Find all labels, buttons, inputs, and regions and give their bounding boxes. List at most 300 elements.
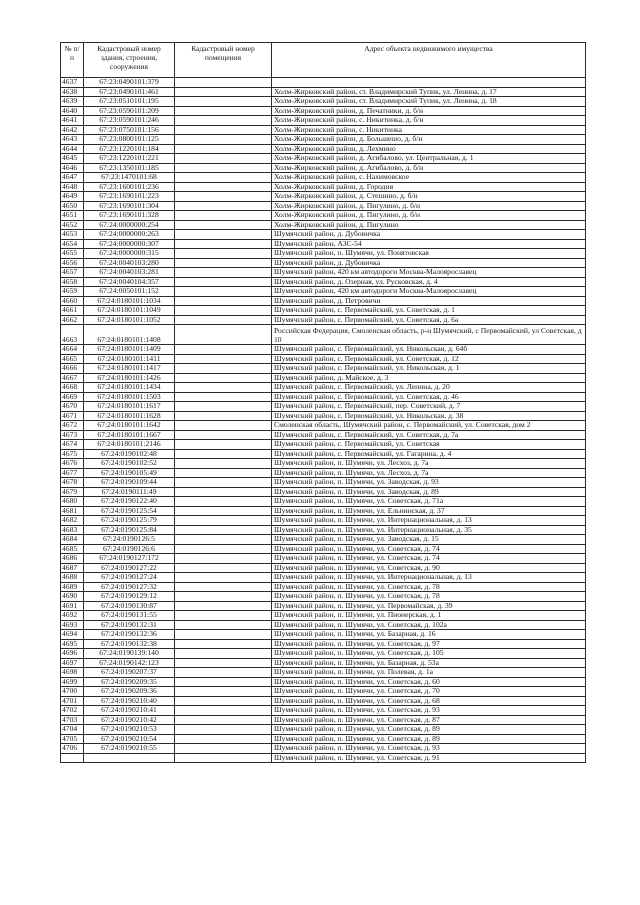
- row-number: 4704: [61, 725, 84, 735]
- row-address: Шумячский район, с. Первомайский, ул. Никольская, д. 38: [272, 411, 586, 421]
- table-row: [61, 325, 586, 345]
- table-row: [61, 535, 586, 545]
- row-number: 4701: [61, 696, 84, 706]
- row-number: 4649: [61, 192, 84, 202]
- row-cadastral-building: 67:24:0190209:36: [84, 687, 175, 697]
- row-cadastral-room: [175, 87, 272, 97]
- row-address: Шумячский район, п. Шумячи, ул. Интернациональная, д. 35: [272, 525, 586, 535]
- table-row: [61, 449, 586, 459]
- row-cadastral-room: [175, 249, 272, 259]
- row-cadastral-room: [175, 402, 272, 412]
- table-row: [61, 478, 586, 488]
- row-address: Шумячский район, АЗС-54: [272, 239, 586, 249]
- row-cadastral-room: [175, 411, 272, 421]
- row-cadastral-room: [175, 239, 272, 249]
- row-address: Шумячский район, с. Первомайский, ул. Советская: [272, 440, 586, 450]
- row-number: 4674: [61, 440, 84, 450]
- table-row: [61, 345, 586, 355]
- row-number: 4677: [61, 468, 84, 478]
- table-row: [61, 440, 586, 450]
- row-cadastral-room: [175, 220, 272, 230]
- table-row: [61, 364, 586, 374]
- row-cadastral-room: [175, 277, 272, 287]
- row-cadastral-building: 67:24:0190132:36: [84, 630, 175, 640]
- row-address: Шумячский район, п. Шумячи, ул. Советская, д. 78: [272, 582, 586, 592]
- table-row: [61, 315, 586, 325]
- row-number: 4678: [61, 478, 84, 488]
- table-row: [61, 182, 586, 192]
- row-cadastral-room: [175, 516, 272, 526]
- row-cadastral-room: [175, 459, 272, 469]
- row-number: 4646: [61, 163, 84, 173]
- row-address: Шумячский район, п. Шумячи, ул. Базарная, д. 16: [272, 630, 586, 640]
- row-number: 4651: [61, 211, 84, 221]
- row-number: 4690: [61, 592, 84, 602]
- row-cadastral-building: 67:24:0190126:5: [84, 535, 175, 545]
- row-cadastral-room: [175, 535, 272, 545]
- table-row: [61, 201, 586, 211]
- row-address: Шумячский район, п. Шумячи, ул. Лесхоз, д. 7а: [272, 468, 586, 478]
- row-number: 4662: [61, 315, 84, 325]
- table-row: [61, 296, 586, 306]
- row-cadastral-room: [175, 554, 272, 564]
- row-number: 4672: [61, 421, 84, 431]
- row-cadastral-building: 67:24:0190105:49: [84, 468, 175, 478]
- table-row: [61, 87, 586, 97]
- table-row: [61, 601, 586, 611]
- row-address: Шумячский район, с. Первомайский, ул. Советская, д. 6а: [272, 315, 586, 325]
- row-cadastral-room: [175, 601, 272, 611]
- row-cadastral-room: [175, 296, 272, 306]
- row-cadastral-room: [175, 630, 272, 640]
- row-cadastral-room: [175, 544, 272, 554]
- row-number: 4658: [61, 277, 84, 287]
- row-address: Шумячский район, с. Первомайский, ул. Советская, д. 12: [272, 354, 586, 364]
- row-address: Шумячский район, п. Шумячи, ул. Ельнинская, д. 37: [272, 506, 586, 516]
- row-address: Шумячский район, с. Первомайский, ул. Никольская, д. 64б: [272, 345, 586, 355]
- row-cadastral-room: [175, 392, 272, 402]
- row-cadastral-building: 67:23:0590101:209: [84, 106, 175, 116]
- row-number: 4659: [61, 287, 84, 297]
- row-number: 4648: [61, 182, 84, 192]
- row-cadastral-building: 67:24:0190139:140: [84, 649, 175, 659]
- table-row: [61, 306, 586, 316]
- row-cadastral-room: [175, 230, 272, 240]
- row-cadastral-building: 67:24:0040103:280: [84, 258, 175, 268]
- row-address: Шумячский район, п. Шумячи, ул. Советская, д. 68: [272, 696, 586, 706]
- row-address: Холм-Жирковский район, д. Стешино, д. б/н: [272, 192, 586, 202]
- row-address: Шумячский район, п. Шумячи, ул. Заводская, д. 15: [272, 535, 586, 545]
- row-number: 4669: [61, 392, 84, 402]
- row-number: 4641: [61, 116, 84, 126]
- row-cadastral-building: 67:23:0800101:125: [84, 135, 175, 145]
- table-row: [61, 230, 586, 240]
- row-number: 4693: [61, 620, 84, 630]
- table-row: [61, 239, 586, 249]
- table-row: [61, 402, 586, 412]
- row-address: Шумячский район, д. Дубовичка: [272, 230, 586, 240]
- row-cadastral-building: 67:24:0190125:79: [84, 516, 175, 526]
- table-row: [61, 192, 586, 202]
- row-cadastral-building: 67:23:1220101:221: [84, 154, 175, 164]
- row-cadastral-room: [175, 173, 272, 183]
- table-row: [61, 392, 586, 402]
- row-cadastral-room: [175, 563, 272, 573]
- table-row: [61, 563, 586, 573]
- table-row: [61, 649, 586, 659]
- row-number: 4673: [61, 430, 84, 440]
- row-number: 4663: [61, 325, 84, 345]
- row-address: Шумячский район, д. Дубовичка: [272, 258, 586, 268]
- row-cadastral-building: 67:23:0590101:246: [84, 116, 175, 126]
- row-cadastral-building: 67:24:0190127:172: [84, 554, 175, 564]
- table-row: [61, 116, 586, 126]
- row-address: Шумячский район, п. Шумячи, ул. Советская, д. 90: [272, 563, 586, 573]
- row-cadastral-building: 67:23:0490101:379: [84, 78, 175, 88]
- row-address: Шумячский район, п. Шумячи, ул. Советская, д. 70: [272, 687, 586, 697]
- row-cadastral-building: 67:24:0190131:55: [84, 611, 175, 621]
- row-cadastral-room: [175, 97, 272, 107]
- row-address: Шумячский район, д. Озерная, ул. Русковская, д. 4: [272, 277, 586, 287]
- row-cadastral-room: [175, 487, 272, 497]
- table-row: [61, 668, 586, 678]
- row-address: Холм-Жирковский район, д. Пигулино, д. б/н: [272, 201, 586, 211]
- row-address: Холм-Жирковский район, ст. Владимирский Тупик, ул. Ленина, д. 17: [272, 87, 586, 97]
- row-cadastral-building: 67:24:0190125:54: [84, 506, 175, 516]
- row-address: Холм-Жирковский район, ст. Владимирский Тупик, ул. Ленина, д. 18: [272, 97, 586, 107]
- row-cadastral-building: 67:23:1470101:68: [84, 173, 175, 183]
- row-number: 4696: [61, 649, 84, 659]
- row-cadastral-room: [175, 506, 272, 516]
- row-cadastral-room: [175, 182, 272, 192]
- table-row: [61, 277, 586, 287]
- row-cadastral-building: 67:24:0180101:1408: [84, 325, 175, 345]
- row-cadastral-building: [84, 753, 175, 763]
- row-number: 4691: [61, 601, 84, 611]
- row-number: 4694: [61, 630, 84, 640]
- header-num: № п/п: [61, 43, 84, 78]
- table-row: [61, 287, 586, 297]
- row-address: Шумячский район, п. Шумячи, ул. Лесхоз, д. 7а: [272, 459, 586, 469]
- row-cadastral-building: 67:24:0190132:31: [84, 620, 175, 630]
- row-cadastral-room: [175, 154, 272, 164]
- row-number: 4684: [61, 535, 84, 545]
- row-number: 4682: [61, 516, 84, 526]
- row-address: Шумячский район, с. Первомайский, ул. Ленина, д. 20: [272, 383, 586, 393]
- row-number: 4667: [61, 373, 84, 383]
- row-number: 4650: [61, 201, 84, 211]
- row-cadastral-room: [175, 573, 272, 583]
- row-address: Холм-Жирковский район, д. Пигулино, д. б/н: [272, 211, 586, 221]
- row-address: Шумячский район, п. Шумячи, ул. Советская, д. 97: [272, 639, 586, 649]
- row-address: Шумячский район, п. Шумячи, ул. Советская, д. 102а: [272, 620, 586, 630]
- row-cadastral-room: [175, 478, 272, 488]
- row-cadastral-building: 67:24:0190127:22: [84, 563, 175, 573]
- table-row: [61, 211, 586, 221]
- table-row: [61, 373, 586, 383]
- row-number: 4702: [61, 706, 84, 716]
- row-cadastral-building: 67:24:0190132:38: [84, 639, 175, 649]
- row-cadastral-building: 67:24:0190210:53: [84, 725, 175, 735]
- row-number: 4671: [61, 411, 84, 421]
- row-cadastral-room: [175, 364, 272, 374]
- row-cadastral-building: 67:23:1600101:236: [84, 182, 175, 192]
- row-cadastral-building: 67:24:0040103:281: [84, 268, 175, 278]
- table-row: [61, 544, 586, 554]
- table-row: [61, 268, 586, 278]
- table-row: [61, 677, 586, 687]
- row-address: Шумячский район, с. Первомайский, ул. Советская, д. 1: [272, 306, 586, 316]
- row-cadastral-room: [175, 592, 272, 602]
- row-number: 4675: [61, 449, 84, 459]
- row-cadastral-building: 67:24:0190210:40: [84, 696, 175, 706]
- row-address: Шумячский район, п. Шумячи, ул. Советская, д. 105: [272, 649, 586, 659]
- row-number: 4660: [61, 296, 84, 306]
- table-row: [61, 734, 586, 744]
- row-address: Шумячский район, с. Первомайский, ул. Гагарина, д. 4: [272, 449, 586, 459]
- row-address: Шумячский район, п. Шумячи, ул. Советская, д. 60: [272, 677, 586, 687]
- row-cadastral-building: 67:24:0190210:41: [84, 706, 175, 716]
- row-cadastral-building: 67:23:1690101:328: [84, 211, 175, 221]
- row-address: Холм-Жирковский район, д. Печатники, д. б/н: [272, 106, 586, 116]
- row-cadastral-room: [175, 649, 272, 659]
- row-cadastral-room: [175, 696, 272, 706]
- table-row: [61, 516, 586, 526]
- table-row: [61, 421, 586, 431]
- row-address: Шумячский район, п. Шумячи, ул. Советская, д. 89: [272, 734, 586, 744]
- table-row: [61, 639, 586, 649]
- row-address: Холм-Жирковский район, д. Городня: [272, 182, 586, 192]
- row-number: 4654: [61, 239, 84, 249]
- row-cadastral-building: 67:24:0180101:1409: [84, 345, 175, 355]
- table-header-row: [61, 43, 586, 78]
- row-cadastral-room: [175, 163, 272, 173]
- row-cadastral-building: 67:24:0190130:87: [84, 601, 175, 611]
- row-cadastral-room: [175, 345, 272, 355]
- row-number: 4642: [61, 125, 84, 135]
- row-cadastral-building: 67:24:0180101:1503: [84, 392, 175, 402]
- header-address: Адрес объекта недвижимого имущества: [272, 43, 586, 78]
- row-address: Шумячский район, д. Майское, д. 3: [272, 373, 586, 383]
- row-address: Шумячский район, п. Шумячи, ул. Советская, д. 74: [272, 544, 586, 554]
- table-row: [61, 173, 586, 183]
- row-address: Шумячский район, 420 км автодороги Москва-Малоярославец: [272, 268, 586, 278]
- row-address: [272, 78, 586, 88]
- row-cadastral-building: 67:24:0190102:48: [84, 449, 175, 459]
- row-cadastral-building: 67:24:0180101:1434: [84, 383, 175, 393]
- row-address: Холм-Жирковский район, д. Агибалово, ул. Центральная, д. 1: [272, 154, 586, 164]
- row-number: 4706: [61, 744, 84, 754]
- row-address: Шумячский район, п. Шумячи, ул. Заводская, д. 89: [272, 487, 586, 497]
- row-cadastral-room: [175, 611, 272, 621]
- table-row: [61, 658, 586, 668]
- row-number: 4687: [61, 563, 84, 573]
- row-address: Холм-Жирковский район, д. Лехмино: [272, 144, 586, 154]
- row-cadastral-building: 67:24:0180101:2146: [84, 440, 175, 450]
- row-number: 4666: [61, 364, 84, 374]
- row-number: 4699: [61, 677, 84, 687]
- row-address: Шумячский район, п. Шумячи, ул. Понятовская: [272, 249, 586, 259]
- row-address: Шумячский район, п. Шумячи, ул. Интернациональная, д. 13: [272, 516, 586, 526]
- row-number: 4683: [61, 525, 84, 535]
- row-number: 4670: [61, 402, 84, 412]
- row-number: 4655: [61, 249, 84, 259]
- row-cadastral-building: 67:23:0490101:461: [84, 87, 175, 97]
- row-address: Шумячский район, с. Первомайский, ул. Никольская, д. 1: [272, 364, 586, 374]
- row-cadastral-building: 67:24:0000000:315: [84, 249, 175, 259]
- row-address: Холм-Жирковский район, с. Нахимовское: [272, 173, 586, 183]
- table-row: [61, 354, 586, 364]
- row-number: 4676: [61, 459, 84, 469]
- table-row: [61, 163, 586, 173]
- row-address: Шумячский район, п. Шумячи, ул. Советская, д. 74: [272, 554, 586, 564]
- row-cadastral-room: [175, 715, 272, 725]
- row-cadastral-room: [175, 287, 272, 297]
- row-cadastral-room: [175, 135, 272, 145]
- row-number: 4644: [61, 144, 84, 154]
- row-number: 4668: [61, 383, 84, 393]
- row-cadastral-room: [175, 258, 272, 268]
- property-table: [60, 42, 586, 763]
- row-number: 4685: [61, 544, 84, 554]
- row-number: 4689: [61, 582, 84, 592]
- row-address: Холм-Жирковский район, с. Никитинка: [272, 125, 586, 135]
- row-cadastral-room: [175, 116, 272, 126]
- row-cadastral-building: 67:24:0180101:1628: [84, 411, 175, 421]
- row-number: 4679: [61, 487, 84, 497]
- row-address: Шумячский район, с. Первомайский, пер. Советский, д. 7: [272, 402, 586, 412]
- row-number: 4645: [61, 154, 84, 164]
- row-cadastral-building: 67:24:0000000:307: [84, 239, 175, 249]
- row-cadastral-room: [175, 468, 272, 478]
- row-address: Шумячский район, п. Шумячи, ул. Полевая, д. 1а: [272, 668, 586, 678]
- row-cadastral-building: 67:24:0040104:357: [84, 277, 175, 287]
- row-cadastral-building: 67:24:0180101:1052: [84, 315, 175, 325]
- row-cadastral-building: 67:24:0190127:32: [84, 582, 175, 592]
- row-number: 4681: [61, 506, 84, 516]
- row-cadastral-building: 67:24:0190129:12: [84, 592, 175, 602]
- table-row: [61, 725, 586, 735]
- row-address: Шумячский район, д. Петровичи: [272, 296, 586, 306]
- table-row: [61, 506, 586, 516]
- row-number: 4695: [61, 639, 84, 649]
- row-cadastral-room: [175, 734, 272, 744]
- row-cadastral-room: [175, 668, 272, 678]
- row-cadastral-room: [175, 725, 272, 735]
- table-row: [61, 620, 586, 630]
- row-address: Шумячский район, п. Шумячи, ул. Советская, д. 71а: [272, 497, 586, 507]
- row-cadastral-room: [175, 440, 272, 450]
- table-body: [61, 78, 586, 763]
- row-cadastral-building: 67:24:0000000:263: [84, 230, 175, 240]
- row-cadastral-building: 67:24:0180101:1034: [84, 296, 175, 306]
- header-cadastral-building: Кадастровый номер здания, строения, сооружения: [84, 43, 175, 78]
- row-cadastral-room: [175, 687, 272, 697]
- table-row: [61, 715, 586, 725]
- row-cadastral-building: 67:24:0190126:6: [84, 544, 175, 554]
- table-row: [61, 630, 586, 640]
- row-address: Российская Федерация, Смоленская область, р-н Шумячский, с Первомайский, ул Советская, д 10: [272, 325, 586, 345]
- table-row: [61, 696, 586, 706]
- row-number: 4697: [61, 658, 84, 668]
- row-cadastral-room: [175, 268, 272, 278]
- row-number: 4647: [61, 173, 84, 183]
- row-cadastral-room: [175, 525, 272, 535]
- row-cadastral-room: [175, 677, 272, 687]
- row-cadastral-room: [175, 306, 272, 316]
- row-cadastral-room: [175, 639, 272, 649]
- row-cadastral-building: 67:24:0190122:40: [84, 497, 175, 507]
- table-row: [61, 744, 586, 754]
- row-address: Холм-Жирковский район, д. Большешо, д. б/н: [272, 135, 586, 145]
- row-cadastral-room: [175, 144, 272, 154]
- table-row: [61, 706, 586, 716]
- row-address: Смоленская область, Шумячский район, с. Первомайский, ул. Советская, дом 2: [272, 421, 586, 431]
- table-row: [61, 611, 586, 621]
- row-number: 4639: [61, 97, 84, 107]
- row-number: 4656: [61, 258, 84, 268]
- row-cadastral-building: 67:24:0000000:254: [84, 220, 175, 230]
- row-address: Шумячский район, п. Шумячи, ул. Советская, д. 91: [272, 753, 586, 763]
- table-row: [61, 753, 586, 763]
- row-cadastral-room: [175, 582, 272, 592]
- row-cadastral-room: [175, 211, 272, 221]
- table-row: [61, 411, 586, 421]
- table-row: [61, 687, 586, 697]
- table-row: [61, 154, 586, 164]
- row-cadastral-building: 67:24:0190125:84: [84, 525, 175, 535]
- row-cadastral-building: 67:24:0190142:123: [84, 658, 175, 668]
- row-number: 4703: [61, 715, 84, 725]
- row-address: Шумячский район, п. Шумячи, ул. Советская, д. 93: [272, 744, 586, 754]
- row-cadastral-room: [175, 430, 272, 440]
- table-row: [61, 525, 586, 535]
- registry-sheet: [60, 42, 585, 763]
- table-row: [61, 459, 586, 469]
- row-number: 4686: [61, 554, 84, 564]
- table-row: [61, 97, 586, 107]
- row-number: 4661: [61, 306, 84, 316]
- row-cadastral-building: 67:24:0190127:24: [84, 573, 175, 583]
- row-cadastral-room: [175, 706, 272, 716]
- row-cadastral-building: 67:23:1690101:223: [84, 192, 175, 202]
- row-cadastral-building: 67:23:1350101:185: [84, 163, 175, 173]
- row-number: 4652: [61, 220, 84, 230]
- row-number: 4653: [61, 230, 84, 240]
- table-row: [61, 554, 586, 564]
- row-address: Холм-Жирковский район, с. Никитинка, д. б/н: [272, 116, 586, 126]
- row-cadastral-building: 67:23:0750101:156: [84, 125, 175, 135]
- row-cadastral-room: [175, 201, 272, 211]
- row-number: 4700: [61, 687, 84, 697]
- row-cadastral-room: [175, 744, 272, 754]
- row-number: [61, 753, 84, 763]
- row-cadastral-building: 67:24:0190109:44: [84, 478, 175, 488]
- row-number: 4705: [61, 734, 84, 744]
- table-row: [61, 249, 586, 259]
- row-cadastral-room: [175, 125, 272, 135]
- row-cadastral-room: [175, 383, 272, 393]
- row-number: 4665: [61, 354, 84, 364]
- row-address: Холм-Жирковский район, д. Пигулино: [272, 220, 586, 230]
- table-row: [61, 106, 586, 116]
- row-address: Шумячский район, п. Шумячи, ул. Интернациональная, д. 13: [272, 573, 586, 583]
- row-cadastral-building: 67:24:0180101:1667: [84, 430, 175, 440]
- row-cadastral-building: 67:24:0180101:1617: [84, 402, 175, 412]
- row-cadastral-building: 67:24:0180101:1049: [84, 306, 175, 316]
- table-row: [61, 135, 586, 145]
- table-row: [61, 468, 586, 478]
